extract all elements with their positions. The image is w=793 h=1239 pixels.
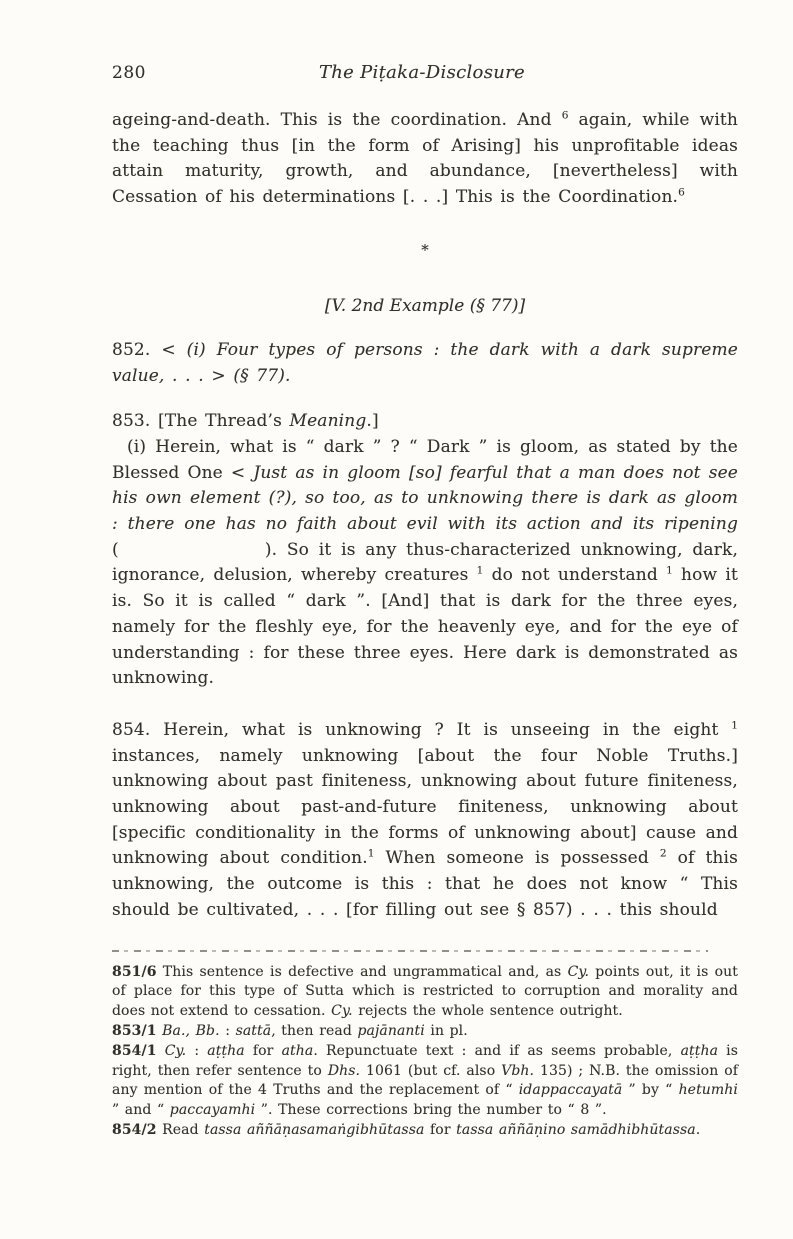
text-run: : xyxy=(186,1042,208,1059)
text-run: This sentence is defective and ungrammatical and, as xyxy=(156,963,568,980)
text-run: 852. xyxy=(112,339,162,360)
footnote-854-1 xyxy=(112,1042,738,1121)
footnote-text xyxy=(157,1023,468,1039)
text-run: (i) Herein, what is “ dark ” ? “ Dark ” is gloom, as stated by the Blessed One < xyxy=(112,436,738,483)
text-run: paccayamhi xyxy=(169,1102,256,1119)
text-run: 1061 (but cf. also xyxy=(360,1062,502,1079)
text-run: tassa aññāṇasamaṅgibhūtassa xyxy=(204,1121,425,1138)
footnote-851-6 xyxy=(112,963,738,1022)
footnote-text xyxy=(157,1122,701,1138)
text-run: .] xyxy=(366,411,379,432)
paragraph-853 xyxy=(112,435,738,692)
text-run: rejects the whole sentence outright. xyxy=(352,1003,623,1020)
text-run: 854. Herein, what is unknowing ? It is unseeing in the eight xyxy=(112,719,732,740)
text-run xyxy=(157,1043,165,1059)
text-run: When someone is possessed xyxy=(374,848,660,869)
paragraph-854 xyxy=(112,718,738,924)
text-run: again, while with the teaching thus [in the form of Arising] his unprofitable ideas attain maturity, growth, and abundance, [nevertheless] with Cessation of his determinations [. . .] This is the Coordination. xyxy=(112,110,738,208)
text-run: . xyxy=(695,1121,701,1138)
footnotes-block xyxy=(112,963,738,1141)
text-run: . Repunctuate text : and if as seems probable, xyxy=(313,1042,681,1059)
footnote-reference-superscript: 6 xyxy=(561,109,569,122)
text-run: ageing-and-death. This is the coordination. And xyxy=(112,110,562,130)
text-run: atha xyxy=(281,1042,314,1059)
footnote-reference-superscript: 6 xyxy=(678,186,685,199)
text-run: do not understand xyxy=(483,565,667,586)
footnote-text xyxy=(112,964,738,1020)
text-run: of this unknowing, the outcome is this : that he does not know “ This should be cultivated, . . . [for filling out see § 857) . . . this should xyxy=(112,848,738,920)
text-run: Ba., Bb. xyxy=(162,1022,220,1039)
text-run: Read xyxy=(156,1121,205,1138)
text-run: aṭṭha xyxy=(207,1042,245,1059)
page-number: 280 xyxy=(112,63,146,83)
paragraph-852 xyxy=(112,338,738,389)
text-run: 135) ; N.B. the omission of any mention of the 4 Truths and the replacement of “ xyxy=(112,1062,738,1099)
text-run: for xyxy=(244,1042,282,1059)
section-separator-asterisk: * xyxy=(421,240,429,259)
footnote-label: 851/6 xyxy=(112,963,157,980)
text-run: < (i) Four types of persons : the dark with a dark supreme value, . . . > (§ 77). xyxy=(112,339,738,386)
text-run: Just as in gloom [so] fearful that a man does not see his own element (?), so too, as to unknowing there is dark as gloom : there one has no faith about evil with its action and its ripening xyxy=(112,462,738,535)
text-run: for xyxy=(424,1121,457,1138)
section-heading-2nd-example: [V. 2nd Example (§ 77)] xyxy=(324,295,526,316)
text-run: in pl. xyxy=(424,1022,468,1039)
footnote-854-2 xyxy=(112,1121,738,1141)
text-run: how it is. So it is called “ dark ”. [And] that is dark for the three eyes, namely for the fleshly eye, for the heavenly eye, and for the eye of understanding : for these three eyes. Here dark is demonstrated as unknowing. xyxy=(112,565,738,689)
footnote-reference-superscript: 1 xyxy=(731,719,738,732)
text-run: ” and “ xyxy=(112,1102,170,1119)
text-run: ”. These corrections bring the number to “ 8 ”. xyxy=(255,1102,607,1119)
text-run: points out, it is out of place for this type of Sutta which is restricted to corruption and morality and does not extend to cessation. xyxy=(112,963,738,1020)
text-run: Vbh. xyxy=(501,1062,535,1079)
footnote-reference-superscript: 2 xyxy=(659,847,667,860)
footnote-label: 854/1 xyxy=(112,1042,157,1059)
text-run: pajānanti xyxy=(357,1022,425,1039)
text-run: ” by “ xyxy=(622,1082,679,1099)
text-run: : xyxy=(219,1022,236,1039)
text-run: Cy. xyxy=(164,1042,187,1059)
text-run: , then read xyxy=(271,1022,358,1039)
running-header xyxy=(112,62,738,83)
footnote-label: 853/1 xyxy=(112,1022,157,1039)
footnote-text xyxy=(112,1043,738,1118)
text-run: idappaccayatā xyxy=(518,1082,623,1099)
paragraph-853-heading xyxy=(112,409,738,435)
footnote-label: 854/2 xyxy=(112,1121,157,1138)
running-header-title: The Piṭaka-Disclosure xyxy=(318,62,525,83)
paragraph-851 xyxy=(112,108,738,211)
footnote-reference-superscript: 1 xyxy=(666,564,673,577)
text-run: 853. [The Thread’s xyxy=(112,411,290,432)
text-run: sattā xyxy=(235,1022,272,1039)
text-run: tassa aññāṇino samādhibhūtassa xyxy=(456,1121,696,1138)
text-column xyxy=(112,108,738,1141)
text-run: Dhs. xyxy=(327,1062,361,1079)
text-run: instances, namely unknowing [about the four Noble Truths.] unknowing about past finiteness, unknowing about future finiteness, unknowing about past-and-future finiteness, unknowing about [specific conditionality in the forms of unknowing about] cause and unknowing about condition. xyxy=(112,745,738,869)
text-run: is right, then refer sentence to xyxy=(112,1042,739,1079)
text-run: Cy. xyxy=(331,1003,353,1020)
text-run: Cy. xyxy=(567,963,590,980)
text-run: Meaning xyxy=(289,411,367,432)
footnote-reference-superscript: 1 xyxy=(367,847,375,860)
text-run: ( ). So it is any thus-characterized unknowing, dark, ignorance, delusion, whereby creatures xyxy=(112,539,738,586)
footnote-divider xyxy=(112,950,708,952)
text-run: aṭṭha xyxy=(680,1042,719,1059)
footnote-reference-superscript: 1 xyxy=(476,564,484,577)
footnote-853-1 xyxy=(112,1022,738,1042)
text-run: hetumhi xyxy=(678,1082,738,1099)
